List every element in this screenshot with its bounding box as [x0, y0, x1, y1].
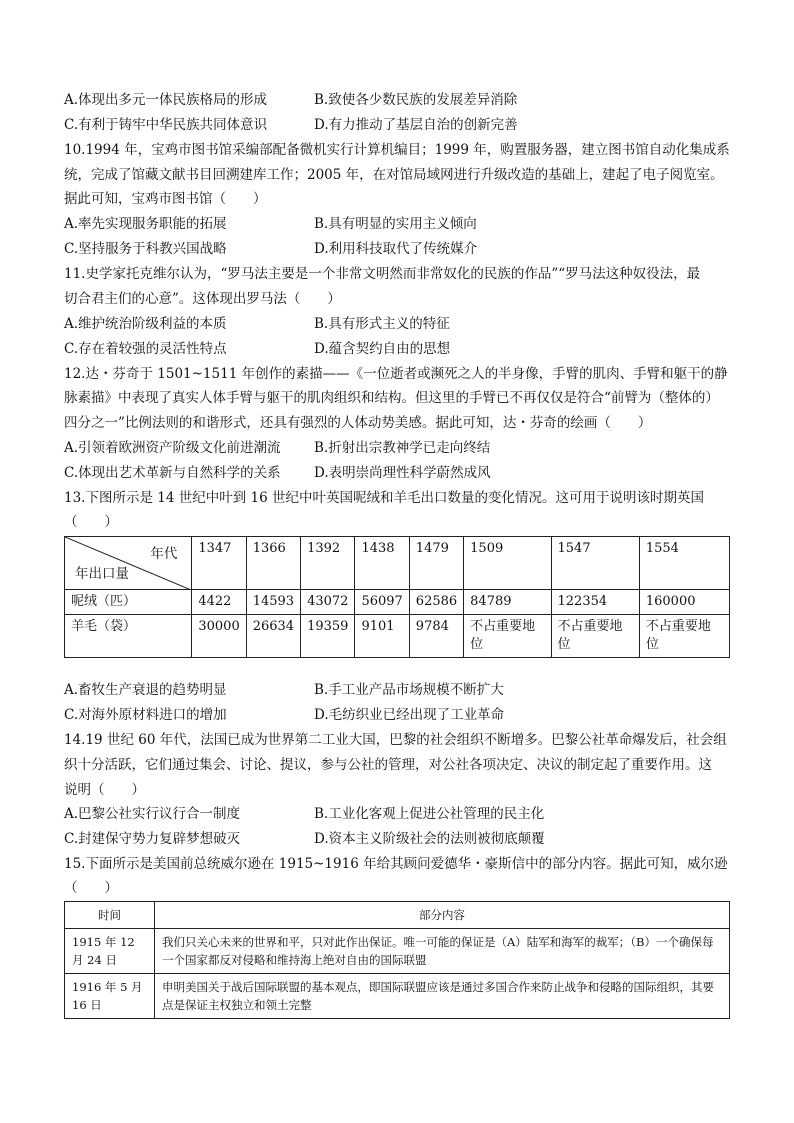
q10-option-d[interactable]: D.利用科技取代了传统媒介 — [314, 241, 478, 257]
header-year-label: 年代 — [150, 546, 178, 562]
q14-option-d[interactable]: D.资本主义阶级社会的法则被彻底颠覆 — [314, 831, 545, 847]
q10-stem-line1: 10.1994 年，宝鸡市图书馆采编部配备微机实行计算机编目；1999 年，购置服务器，建立图书馆自动化集成系 — [64, 142, 730, 158]
table-header-row — [65, 902, 730, 929]
q9-option-d[interactable]: D.有力推动了基层自治的创新完善 — [314, 117, 518, 133]
q15-stem-line1: 15.下面所示是美国前总统威尔逊在 1915~1916 年给其顾问爱德华・豪斯信中的部分内容。据此可知，威尔逊 — [64, 856, 728, 872]
q12-option-d[interactable]: D.表明崇尚理性科学蔚然成风 — [314, 465, 491, 481]
table-cell: 62586 — [409, 590, 463, 615]
table-row-wool — [65, 615, 730, 658]
q13-option-a[interactable]: A.畜牧生产衰退的趋势明显 — [64, 682, 227, 698]
q11-option-a[interactable]: A.维护统治阶级利益的本质 — [64, 316, 227, 332]
q12-option-c[interactable]: C.体现出艺术革新与自然科学的关系 — [64, 465, 281, 481]
q13-option-c[interactable]: C.对海外原材料进口的增加 — [64, 707, 227, 723]
q11-stem-line2: 切合君主们的心意”。这体现出罗马法（ ） — [64, 291, 341, 307]
table-cell: 19359 — [301, 615, 355, 658]
header-time: 时间 — [65, 902, 155, 929]
q13-stem-line2: （ ） — [64, 514, 118, 530]
year-cell: 1479 — [409, 537, 463, 590]
row-label: 羊毛（袋） — [65, 615, 192, 658]
q11-option-b[interactable]: B.具有形式主义的特征 — [314, 316, 450, 332]
content-cell: 我们只关心未来的世界和平，只对此作出保证。唯一可能的保证是（A）陆军和海军的裁军；（B）一个确保每一个国家都反对侵略和维持海上绝对自由的国际联盟 — [155, 929, 730, 974]
q10-stem-line3: 据此可知，宝鸡市图书馆（ ） — [64, 191, 267, 207]
row-label: 呢绒（匹） — [65, 590, 192, 615]
header-content: 部分内容 — [155, 902, 730, 929]
q14-option-b[interactable]: B.工业化客观上促进公社管理的民主化 — [314, 806, 545, 822]
table-cell: 30000 — [192, 615, 246, 658]
year-cell: 1509 — [464, 537, 551, 590]
table-cell: 不占重要地位 — [551, 615, 639, 658]
time-cell: 1916 年 5 月 16 日 — [65, 974, 155, 1019]
content-cell: 申明美国关于战后国际联盟的基本观点，即国际联盟应该是通过多国合作来防止战争和侵略的国际组织，其要点是保证主权独立和领土完整 — [155, 974, 730, 1019]
q12-option-a[interactable]: A.引领着欧洲资产阶级文化前进潮流 — [64, 440, 281, 456]
q12-stem-line3: 四分之一”比例法则的和谐形式，还具有强烈的人体动势美感。据此可知，达・芬奇的绘画（ ） — [64, 415, 652, 431]
q9-option-a[interactable]: A.体现出多元一体民族格局的形成 — [64, 92, 268, 108]
year-cell: 1438 — [355, 537, 409, 590]
q10-option-b[interactable]: B.具有明显的实用主义倾向 — [314, 216, 477, 232]
q13-stem-line1: 13.下图所示是 14 世纪中叶到 16 世纪中叶英国呢绒和羊毛出口数量的变化情况。这可用于说明该时期英国 — [64, 490, 704, 506]
q14-stem-line3: 说明（ ） — [64, 782, 145, 798]
q10-stem-line2: 统，完成了馆藏文献书目回溯建库工作；2005 年，在对馆局域网进行升级改造的基础上，建起了电子阅览室。 — [64, 167, 724, 183]
table-row — [65, 929, 730, 974]
year-cell: 1554 — [639, 537, 729, 590]
table-cell: 56097 — [355, 590, 409, 615]
q12-stem-line2: 脉素描》中表现了真实人体手臂与躯干的肌肉组织和结构。但这里的手臂已不再仅仅是符合“前臂为（整体的） — [64, 390, 719, 406]
year-cell: 1392 — [301, 537, 355, 590]
table-row — [65, 974, 730, 1019]
header-export-label: 年出口量 — [75, 566, 129, 582]
table-header-row — [65, 537, 730, 590]
table-cell: 9784 — [409, 615, 463, 658]
table-cell: 26634 — [246, 615, 300, 658]
year-cell: 1547 — [551, 537, 639, 590]
q15-letter-table — [64, 901, 730, 1019]
table-cell: 不占重要地位 — [464, 615, 551, 658]
q13-option-d[interactable]: D.毛纺织业已经出现了工业革命 — [314, 707, 505, 723]
q12-option-b[interactable]: B.折射出宗教神学已走向终结 — [314, 440, 491, 456]
q9-option-b[interactable]: B.致使各少数民族的发展差异消除 — [314, 92, 518, 108]
diagonal-header-cell — [65, 537, 192, 590]
table-cell: 4422 — [192, 590, 246, 615]
q9-option-c[interactable]: C.有利于铸牢中华民族共同体意识 — [64, 117, 268, 133]
q14-option-a[interactable]: A.巴黎公社实行议行合一制度 — [64, 806, 241, 822]
q10-option-c[interactable]: C.坚持服务于科教兴国战略 — [64, 241, 227, 257]
table-cell: 160000 — [639, 590, 729, 615]
table-cell: 43072 — [301, 590, 355, 615]
q10-option-a[interactable]: A.率先实现服务职能的拓展 — [64, 216, 227, 232]
q12-stem-line1: 12.达・芬奇于 1501~1511 年创作的素描——《一位逝者或濒死之人的半身像，手臂的肌肉、手臂和躯干的静 — [64, 366, 728, 382]
table-row-cloth — [65, 590, 730, 615]
q14-stem-line2: 织十分活跃，它们通过集会、讨论、提议，参与公社的管理，对公社各项决定、决议的制定起了重要作用。这 — [64, 757, 712, 773]
q14-option-c[interactable]: C.封建保守势力复辟梦想破灭 — [64, 831, 241, 847]
q11-option-d[interactable]: D.蕴含契约自由的思想 — [314, 341, 451, 357]
q11-stem-line1: 11.史学家托克维尔认为，“罗马法主要是一个非常文明然而非常奴化的民族的作品”“罗马法这种奴役法，最 — [64, 266, 701, 282]
year-cell: 1366 — [246, 537, 300, 590]
table-cell: 84789 — [464, 590, 551, 615]
q13-option-b[interactable]: B.手工业产品市场规模不断扩大 — [314, 682, 504, 698]
table-cell: 122354 — [551, 590, 639, 615]
q11-option-c[interactable]: C.存在着较强的灵活性特点 — [64, 341, 227, 357]
time-cell: 1915 年 12 月 24 日 — [65, 929, 155, 974]
q14-stem-line1: 14.19 世纪 60 年代，法国已成为世界第二工业大国，巴黎的社会组织不断增多。巴黎公社革命爆发后，社会组 — [64, 732, 727, 748]
q13-export-table — [64, 536, 730, 658]
year-cell: 1347 — [192, 537, 246, 590]
table-cell: 9101 — [355, 615, 409, 658]
q15-stem-line2: （ ） — [64, 880, 118, 896]
table-cell: 14593 — [246, 590, 300, 615]
table-cell: 不占重要地位 — [639, 615, 729, 658]
